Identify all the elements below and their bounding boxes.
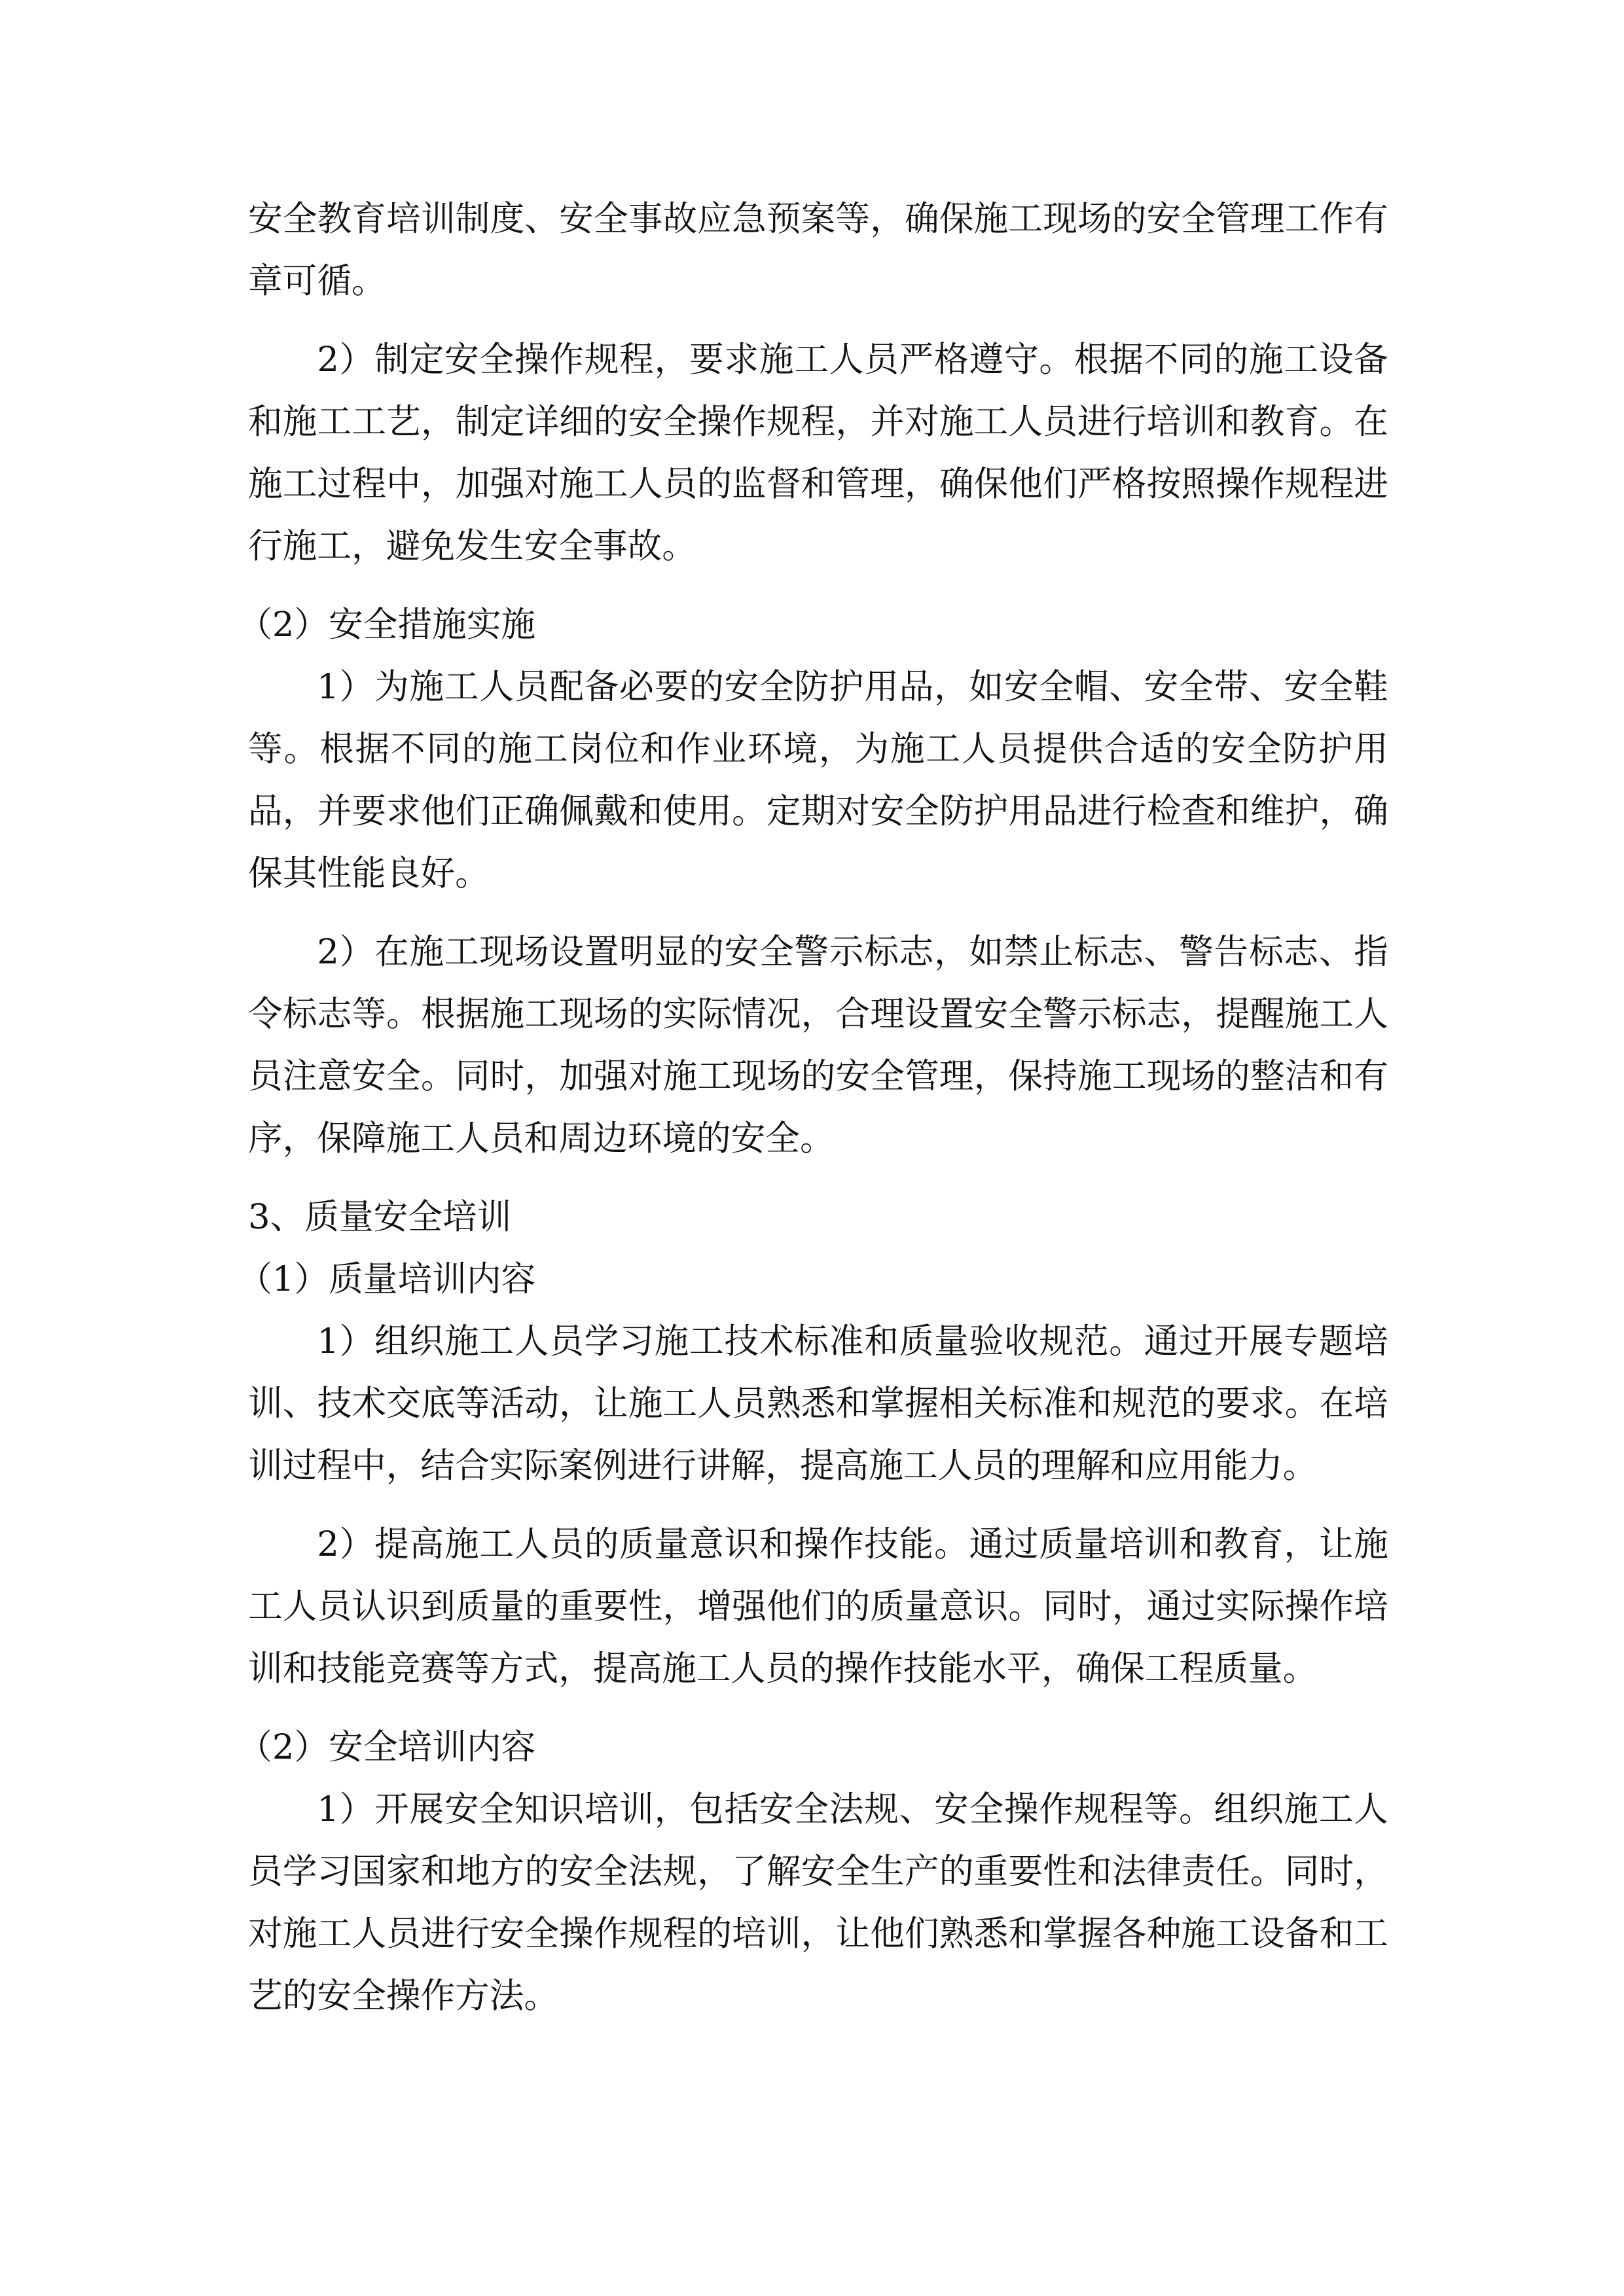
paragraph-safety-knowledge-training: 1）开展安全知识培训，包括安全法规、安全操作规程等。组织施工人员学习国家和地方的安全法规，了解安全生产的重要性和法律责任。同时，对施工人员进行安全操作规程的培训，让他们熟悉和掌握各种施工设备和工艺的安全操作方法。	[248, 1789, 1388, 2016]
heading-safety-training-content: （2）安全培训内容	[238, 1727, 536, 1767]
heading-safety-measures: （2）安全措施实施	[238, 605, 536, 645]
document-page	[238, 188, 1388, 2043]
paragraph-technical-standards: 1）组织施工人员学习施工技术标准和质量验收规范。通过开展专题培训、技术交底等活动，让施工人员熟悉和掌握相关标准和规范的要求。在培训过程中，结合实际案例进行讲解，提高施工人员的理解和应用能力。	[248, 1321, 1388, 1486]
paragraph-safety-system-continuation: 安全教育培训制度、安全事故应急预案等，确保施工现场的安全管理工作有章可循。	[248, 199, 1388, 301]
paragraph-quality-awareness: 2）提高施工人员的质量意识和操作技能。通过质量培训和教育，让施工人员认识到质量的重要性，增强他们的质量意识。同时，通过实际操作培训和技能竞赛等方式，提高施工人员的操作技能水平，确保工程质量。	[248, 1524, 1388, 1689]
heading-quality-safety-training: 3、质量安全培训	[248, 1197, 512, 1237]
heading-quality-training-content: （1）质量培训内容	[238, 1259, 536, 1299]
paragraph-safety-operating-rules: 2）制定安全操作规程，要求施工人员严格遵守。根据不同的施工设备和施工工艺，制定详细的安全操作规程，并对施工人员进行培训和教育。在施工过程中，加强对施工人员的监督和管理，确保他们严格按照操作规程进行施工，避免发生安全事故。	[248, 340, 1388, 566]
paragraph-protective-equipment: 1）为施工人员配备必要的安全防护用品，如安全帽、安全带、安全鞋等。根据不同的施工岗位和作业环境，为施工人员提供合适的安全防护用品，并要求他们正确佩戴和使用。定期对安全防护用品进行检查和维护，确保其性能良好。	[248, 667, 1388, 893]
paragraph-warning-signs: 2）在施工现场设置明显的安全警示标志，如禁止标志、警告标志、指令标志等。根据施工现场的实际情况，合理设置安全警示标志，提醒施工人员注意安全。同时，加强对施工现场的安全管理，保持施工现场的整洁和有序，保障施工人员和周边环境的安全。	[248, 932, 1388, 1158]
